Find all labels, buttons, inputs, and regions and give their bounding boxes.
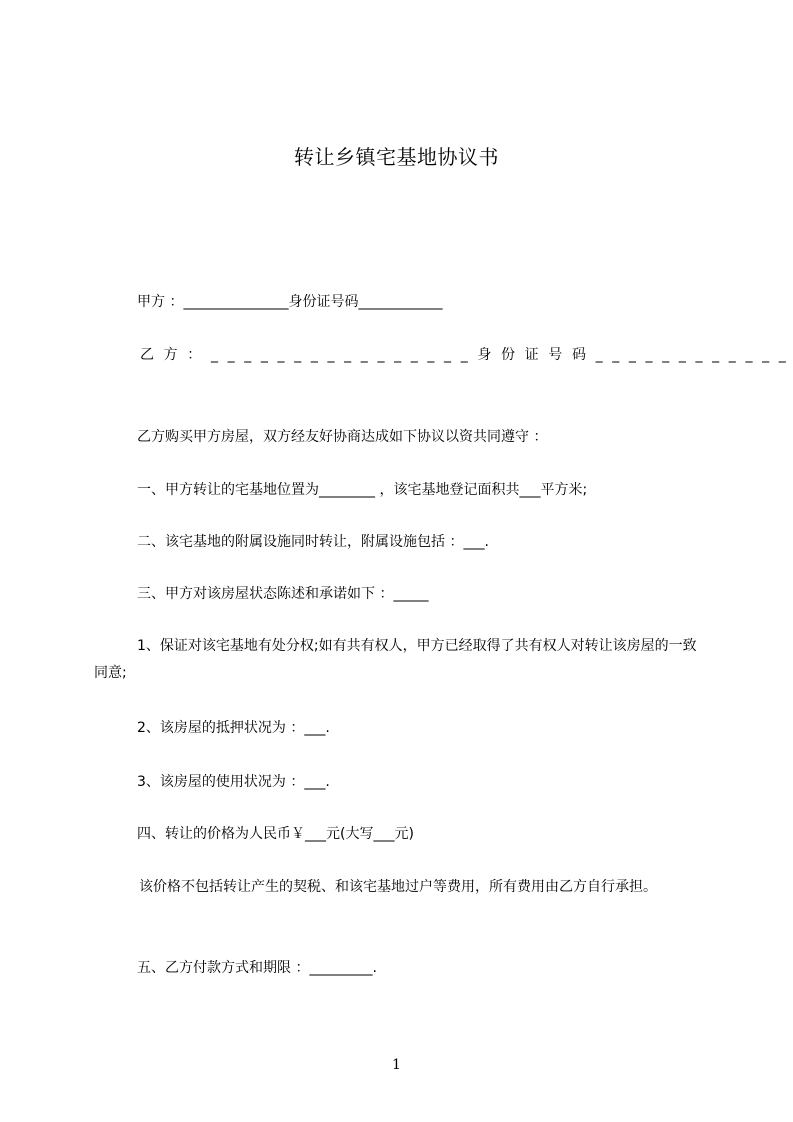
clause-1: 一、甲方转让的宅基地位置为________ ，该宅基地登记面积共___平方米;	[137, 482, 588, 498]
party-a-line: 甲方 ：_______________身份证号码____________	[137, 294, 443, 310]
price-note: 该价格不包括转让产生的契税、和该宅基地过户等费用，所有费用由乙方自行承担。	[139, 879, 657, 895]
clause-5: 五、乙方付款方式和期限 ：_________.	[137, 960, 377, 976]
document-title: 转让乡镇宅基地协议书	[294, 145, 499, 169]
agreement-intro: 乙方购买甲方房屋，双方经友好协商达成如下协议以资共同遵守 ：	[137, 429, 548, 445]
clause-4: 四、转让的价格为人民币￥___元(大写___元)	[137, 826, 414, 842]
clause-3: 三、甲方对该房屋状态陈述和承诺如下 ：_____	[137, 586, 429, 602]
clause-3-item-2: 2、该房屋的抵押状况为 ：___.	[137, 720, 330, 736]
clause-2: 二、该宅基地的附属设施同时转让，附属设施包括 ：___.	[137, 534, 489, 550]
clause-3-item-1: 1、保证对该宅基地有处分权;如有共有权人，甲方已经取得了共有权人对转让该房屋的一致同意;	[94, 638, 697, 681]
page-number: 1	[392, 1057, 401, 1073]
clause-3-item-3: 3、该房屋的使用状况为 ：___.	[137, 774, 330, 790]
party-b-line: 乙 方 ： _ _ _ _ _ _ _ _ _ _ _ _ _ _ _ _ 身 份 证 号 码 _ _ _ _ _ _ _ _ _ _ _ _	[140, 347, 789, 363]
